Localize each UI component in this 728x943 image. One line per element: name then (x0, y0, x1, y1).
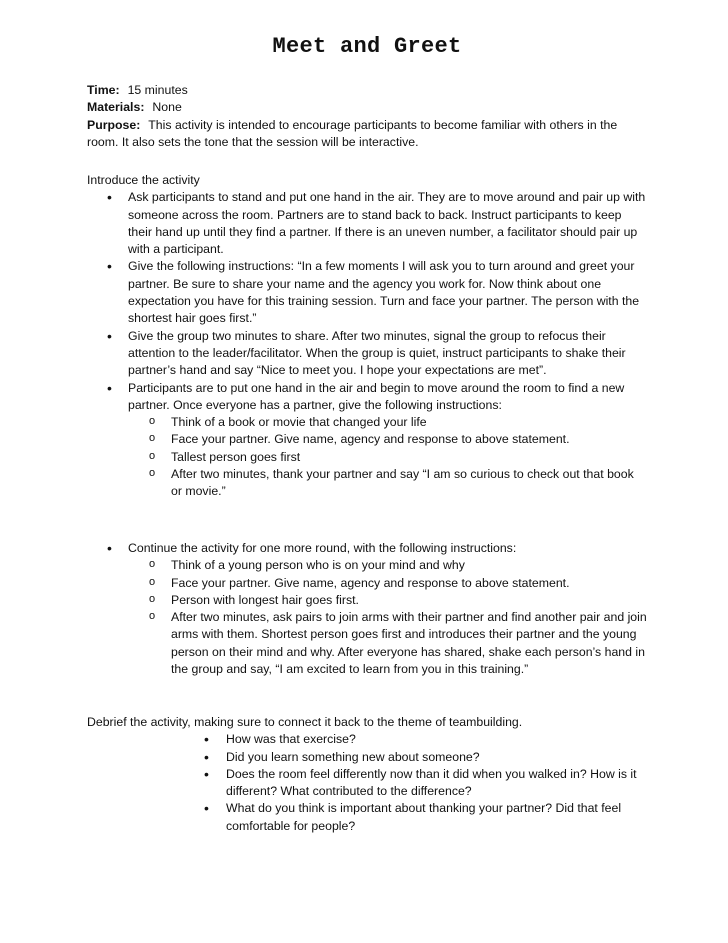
intro-section (87, 172, 647, 501)
question-item: • What do you think is important about thanking your partner? Did that feel comfortable for people? (87, 800, 647, 835)
sub-list-item: o Think of a young person who is on your mind and why (128, 557, 647, 574)
question-item: • Does the room feel differently now than it did when you walked in? How is it different? What contributed to the difference? (87, 766, 647, 801)
question-item: • Did you learn something new about someone? (87, 749, 647, 766)
list-item: • Give the group two minutes to share. After two minutes, signal the group to refocus their attention to the leader/facilitator. When the group is quiet, instruct participants to shake their partner’s hand and say “Nice to meet you. I hope your expectations are met”. (87, 328, 647, 380)
sub-list-item: o Person with longest hair goes first. (128, 592, 647, 609)
debrief-section (87, 714, 647, 835)
time-label: Time: (87, 83, 120, 97)
sub-list-item: o After two minutes, thank your partner and say “I am so curious to check out that book or movie.” (128, 466, 647, 501)
list-item: • Give the following instructions: “In a few moments I will ask you to turn around and greet your partner. Be sure to share your name and the agency you work for. Now think about one expectation you have for this training session. Turn and face your partner. The person with the shortest hair goes first.” (87, 258, 647, 327)
sub-list-item: o Face your partner. Give name, agency and response to above statement. (128, 575, 647, 592)
list-item-text: Participants are to put one hand in the air and begin to move around the room to find a new partner. Once everyone has a partner, give the following instructions: (128, 380, 625, 412)
intro-bullet-list (87, 189, 647, 500)
activity-meta (87, 82, 647, 151)
round-two-bullet-list (87, 540, 647, 678)
purpose-label: Purpose: (87, 117, 141, 132)
time-value: 15 minutes (127, 83, 188, 97)
question-item: • How was that exercise? (87, 731, 647, 748)
purpose-line (87, 117, 647, 152)
debrief-question-list (87, 731, 647, 835)
debrief-heading: Debrief the activity, making sure to connect it back to the theme of teambuilding. (87, 715, 523, 729)
sub-list-item: o Tallest person goes first (128, 449, 647, 466)
round-two-section (87, 540, 647, 678)
intro-heading: Introduce the activity (87, 173, 200, 187)
list-item (87, 380, 647, 501)
list-item (87, 540, 647, 678)
list-item: • Ask participants to stand and put one hand in the air. They are to move around and pair up with someone across the room. Partners are to stand back to back. Instruct participants to keep their hand up until they find a partner. If there is an uneven number, a facilitator should pair up with a participant. (87, 189, 647, 258)
list-item-text: Continue the activity for one more round, with the following instructions: (128, 541, 517, 555)
materials-line (87, 99, 647, 116)
sub-list-item: o After two minutes, ask pairs to join arms with their partner and find another pair and join arms with them. Shortest person goes first and introduces their partner and the young person on their mind and why. After everyone has shared, shake each person’s hand in the group and say, “I am excited to learn from you in this training.” (128, 609, 647, 678)
purpose-value: This activity is intended to encourage participants to become familiar with others in the room. It also sets the tone that the session will be interactive. (87, 117, 618, 149)
sub-bullet-list (128, 557, 647, 678)
time-line (87, 82, 647, 99)
sub-list-item: o Think of a book or movie that changed your life (128, 414, 647, 431)
sub-list-item: o Face your partner. Give name, agency and response to above statement. (128, 431, 647, 448)
sub-bullet-list (128, 414, 647, 500)
materials-label: Materials: (87, 100, 145, 115)
page-title: Meet and Greet (272, 34, 462, 59)
materials-value: None (152, 100, 182, 115)
